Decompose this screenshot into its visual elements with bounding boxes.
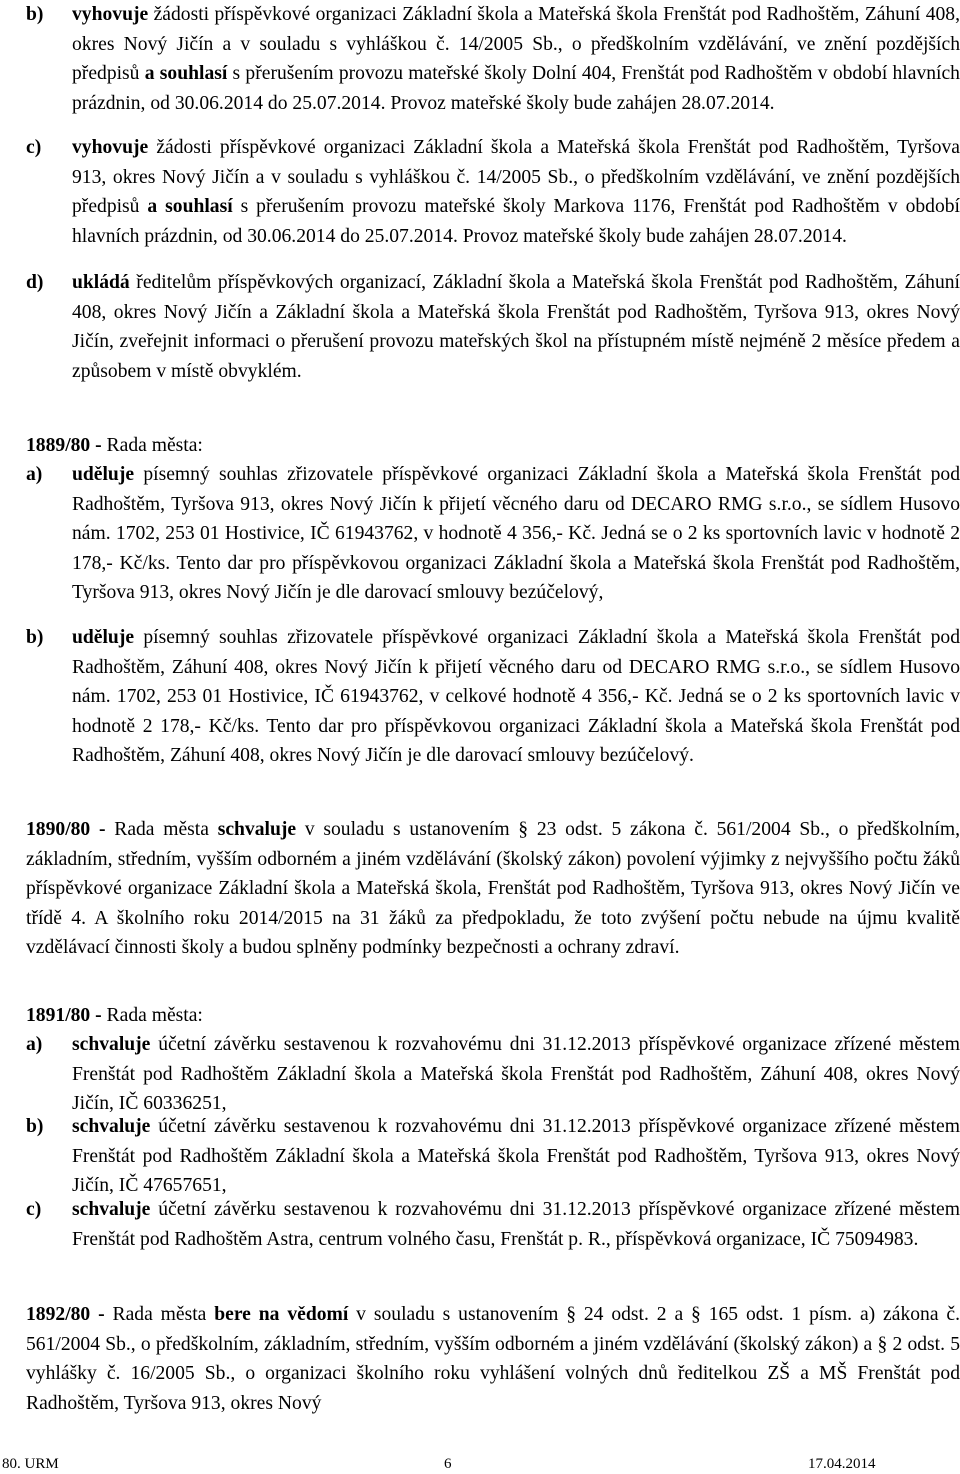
item-text	[72, 1195, 960, 1254]
resolution-1890	[26, 815, 960, 963]
item-body: účetní závěrku sestavenou k rozvahovému dni 31.12.2013 příspěvkové organizace zřízené městem Frenštát pod Radhoštěm Základní škola a Mateřská škola Frenštát pod Radhoštěm, Tyršova 913, okres Nový Jičín, IČ 47657651,	[72, 1116, 960, 1197]
item-body: s přerušením provozu mateřské školy Markova 1176, Frenštát pod Radhoštěm v období hlavních prázdnin, od 30.06.2014 do 25.07.2014. Provoz mateřské školy bude zahájen 28.07.2014.	[72, 196, 960, 247]
item-emphasis: a souhlasí	[144, 63, 228, 85]
item-body: účetní závěrku sestavenou k rozvahovému dni 31.12.2013 příspěvkové organizace zřízené městem Frenštát pod Radhoštěm Astra, centrum volného času, Frenštát p. R., příspěvková organizace, IČ 75094983.	[72, 1199, 960, 1250]
item-body: s přerušením provozu mateřské školy Dolní 404, Frenštát pod Radhoštěm v období hlavních prázdnin, od 30.06.2014 do 25.07.2014. Provoz mateřské školy bude zahájen 28.07.2014.	[72, 63, 960, 114]
resolution-heading: Rada města:	[101, 435, 203, 456]
resolution-1891-item-b	[26, 1112, 960, 1201]
item-lead: vyhovuje	[72, 137, 149, 158]
resolution-1891-heading	[26, 1001, 960, 1031]
resolution-1889-item-b	[26, 623, 960, 771]
item-text	[72, 133, 960, 251]
item-text	[72, 623, 960, 771]
item-lead: ukládá	[72, 272, 130, 293]
resolution-heading: Rada města:	[101, 1005, 203, 1026]
resolution-lead: schvaluje	[217, 819, 297, 840]
item-body: ředitelům příspěvkových organizací, Základní škola a Mateřská škola Frenštát pod Radhoštěm, Záhuní 408, okres Nový Jičín a Základní škola a Mateřská škola Frenštát pod Radhoštěm, Tyršova 913, okres Nový Jičín, zveřejnit informaci o přerušení provozu mateřských škol na přístupném místě nejméně 2 měsíce předem a způsobem v místě obvyklém.	[72, 272, 960, 382]
item-lead: schvaluje	[72, 1034, 151, 1055]
item-body: účetní závěrku sestavenou k rozvahovému dni 31.12.2013 příspěvkové organizace zřízené městem Frenštát pod Radhoštěm Základní škola a Mateřská škola Frenštát pod Radhoštěm, Záhuní 408, okres Nový Jičín, IČ 60336251,	[72, 1034, 960, 1115]
resolution-number: 1889/80 -	[26, 435, 102, 456]
item-label: b)	[26, 627, 44, 648]
item-label: b)	[26, 1116, 44, 1137]
resolution-1889-heading	[26, 431, 960, 461]
item-lead: schvaluje	[72, 1199, 151, 1220]
resolution-body: v souladu s ustanovením § 24 odst. 2 a § 165 odst. 1 písm. a) zákona č. 561/2004 Sb., o předškolním, základním, středním, vyšším odborném a jiném vzdělávání (školský zákon) a § 2 odst. 5 vyhlášky č. 16/2005 Sb., o organizaci školního roku vyhlášení volných dnů ředitelkou ZŠ a MŠ Frenštát pod Radhoštěm, Tyršova 913, okres Nový	[26, 1304, 960, 1414]
item-body: žádosti příspěvkové organizaci Základní škola a Mateřská škola Frenštát pod Radhoštěm, Tyršova 913, okres Nový Jičín a v souladu s vyhláškou č. 14/2005 Sb., o předškolním vzdělávání, ve znění pozdějších předpisů	[72, 137, 960, 218]
page-footer	[0, 1454, 960, 1474]
item-label: a)	[26, 464, 43, 485]
item-text	[72, 0, 960, 118]
item-label: d)	[26, 272, 44, 293]
item-lead: schvaluje	[72, 1116, 151, 1137]
item-text	[72, 1112, 960, 1201]
resolution-number: 1892/80 -	[26, 1304, 105, 1325]
resolution-body: v souladu s ustanovením § 23 odst. 5 zákona č. 561/2004 Sb., o předškolním, základním, středním, vyšším odborném a jiném vzdělávání (školský zákon) povolení výjimky z nejvyššího počtu žáků příspěvkové organizace Základní škola a Mateřská škola, Frenštát pod Radhoštěm, Tyršova 913, okres Nový Jičín ve třídě 4. A školního roku 2014/2015 na 31 žáků za předpokladu, že toto zvýšení počtu nebude na újmu kvalitě vzdělávací činnosti školy a budou splněny podmínky bezpečnosti a ochrany zdraví.	[26, 819, 960, 959]
footer-date: 17.04.2014	[808, 1456, 876, 1472]
item-text	[72, 1030, 960, 1119]
resolution-item-b	[26, 0, 960, 118]
resolution-1892	[26, 1300, 960, 1418]
resolution-body: Rada města	[104, 1304, 215, 1325]
item-emphasis: a souhlasí	[147, 196, 233, 218]
item-lead: uděluje	[72, 464, 135, 485]
resolution-lead: bere na vědomí	[214, 1304, 349, 1325]
resolution-item-d	[26, 268, 960, 386]
item-text	[72, 268, 960, 386]
item-label: a)	[26, 1034, 43, 1055]
item-body: písemný souhlas zřizovatele příspěvkové organizaci Základní škola a Mateřská škola Frenštát pod Radhoštěm, Záhuní 408, okres Nový Jičín k přijetí věcného daru od DECARO RMG s.r.o., se sídlem Husovo nám. 1702, 253 01 Hostivice, IČ 61943762, v celkové hodnotě 4 356,- Kč. Jedná se o 2 ks sportovních lavic v hodnotě 2 178,- Kč/ks. Tento dar pro příspěvkovou organizaci Základní škola a Mateřská škola Frenštát pod Radhoštěm, Záhuní 408, okres Nový Jičín je dle darovací smlouvy bezúčelový.	[72, 627, 960, 767]
item-lead: vyhovuje	[72, 4, 149, 25]
resolution-1891-item-c	[26, 1195, 960, 1254]
resolution-number: 1890/80 -	[26, 819, 106, 840]
item-body: žádosti příspěvkové organizaci Základní škola a Mateřská škola Frenštát pod Radhoštěm, Záhuní 408, okres Nový Jičín a v souladu s vyhláškou č. 14/2005 Sb., o předškolním vzdělávání, ve znění pozdějších předpisů	[72, 4, 960, 85]
resolution-body: Rada města	[105, 819, 218, 840]
item-text	[72, 460, 960, 608]
footer-meeting: 80. URM	[2, 1456, 59, 1472]
item-label: b)	[26, 4, 44, 25]
resolution-1889-item-a	[26, 460, 960, 608]
item-label: c)	[26, 1199, 42, 1220]
resolution-1891-item-a	[26, 1030, 960, 1119]
resolution-number: 1891/80 -	[26, 1005, 102, 1026]
resolution-item-c	[26, 133, 960, 251]
item-body: písemný souhlas zřizovatele příspěvkové organizaci Základní škola a Mateřská škola Frenštát pod Radhoštěm, Tyršova 913, okres Nový Jičín k přijetí věcného daru od DECARO RMG s.r.o., se sídlem Husovo nám. 1702, 253 01 Hostivice, IČ 61943762, v hodnotě 4 356,- Kč. Jedná se o 2 ks sportovních lavic v hodnotě 2 178,- Kč/ks. Tento dar pro příspěvkovou organizaci Základní škola a Mateřská škola Frenštát pod Radhoštěm, Tyršova 913, okres Nový Jičín je dle darovací smlouvy bezúčelový,	[72, 464, 960, 604]
footer-page-number: 6	[444, 1456, 452, 1472]
item-lead: uděluje	[72, 627, 135, 648]
item-label: c)	[26, 137, 42, 158]
